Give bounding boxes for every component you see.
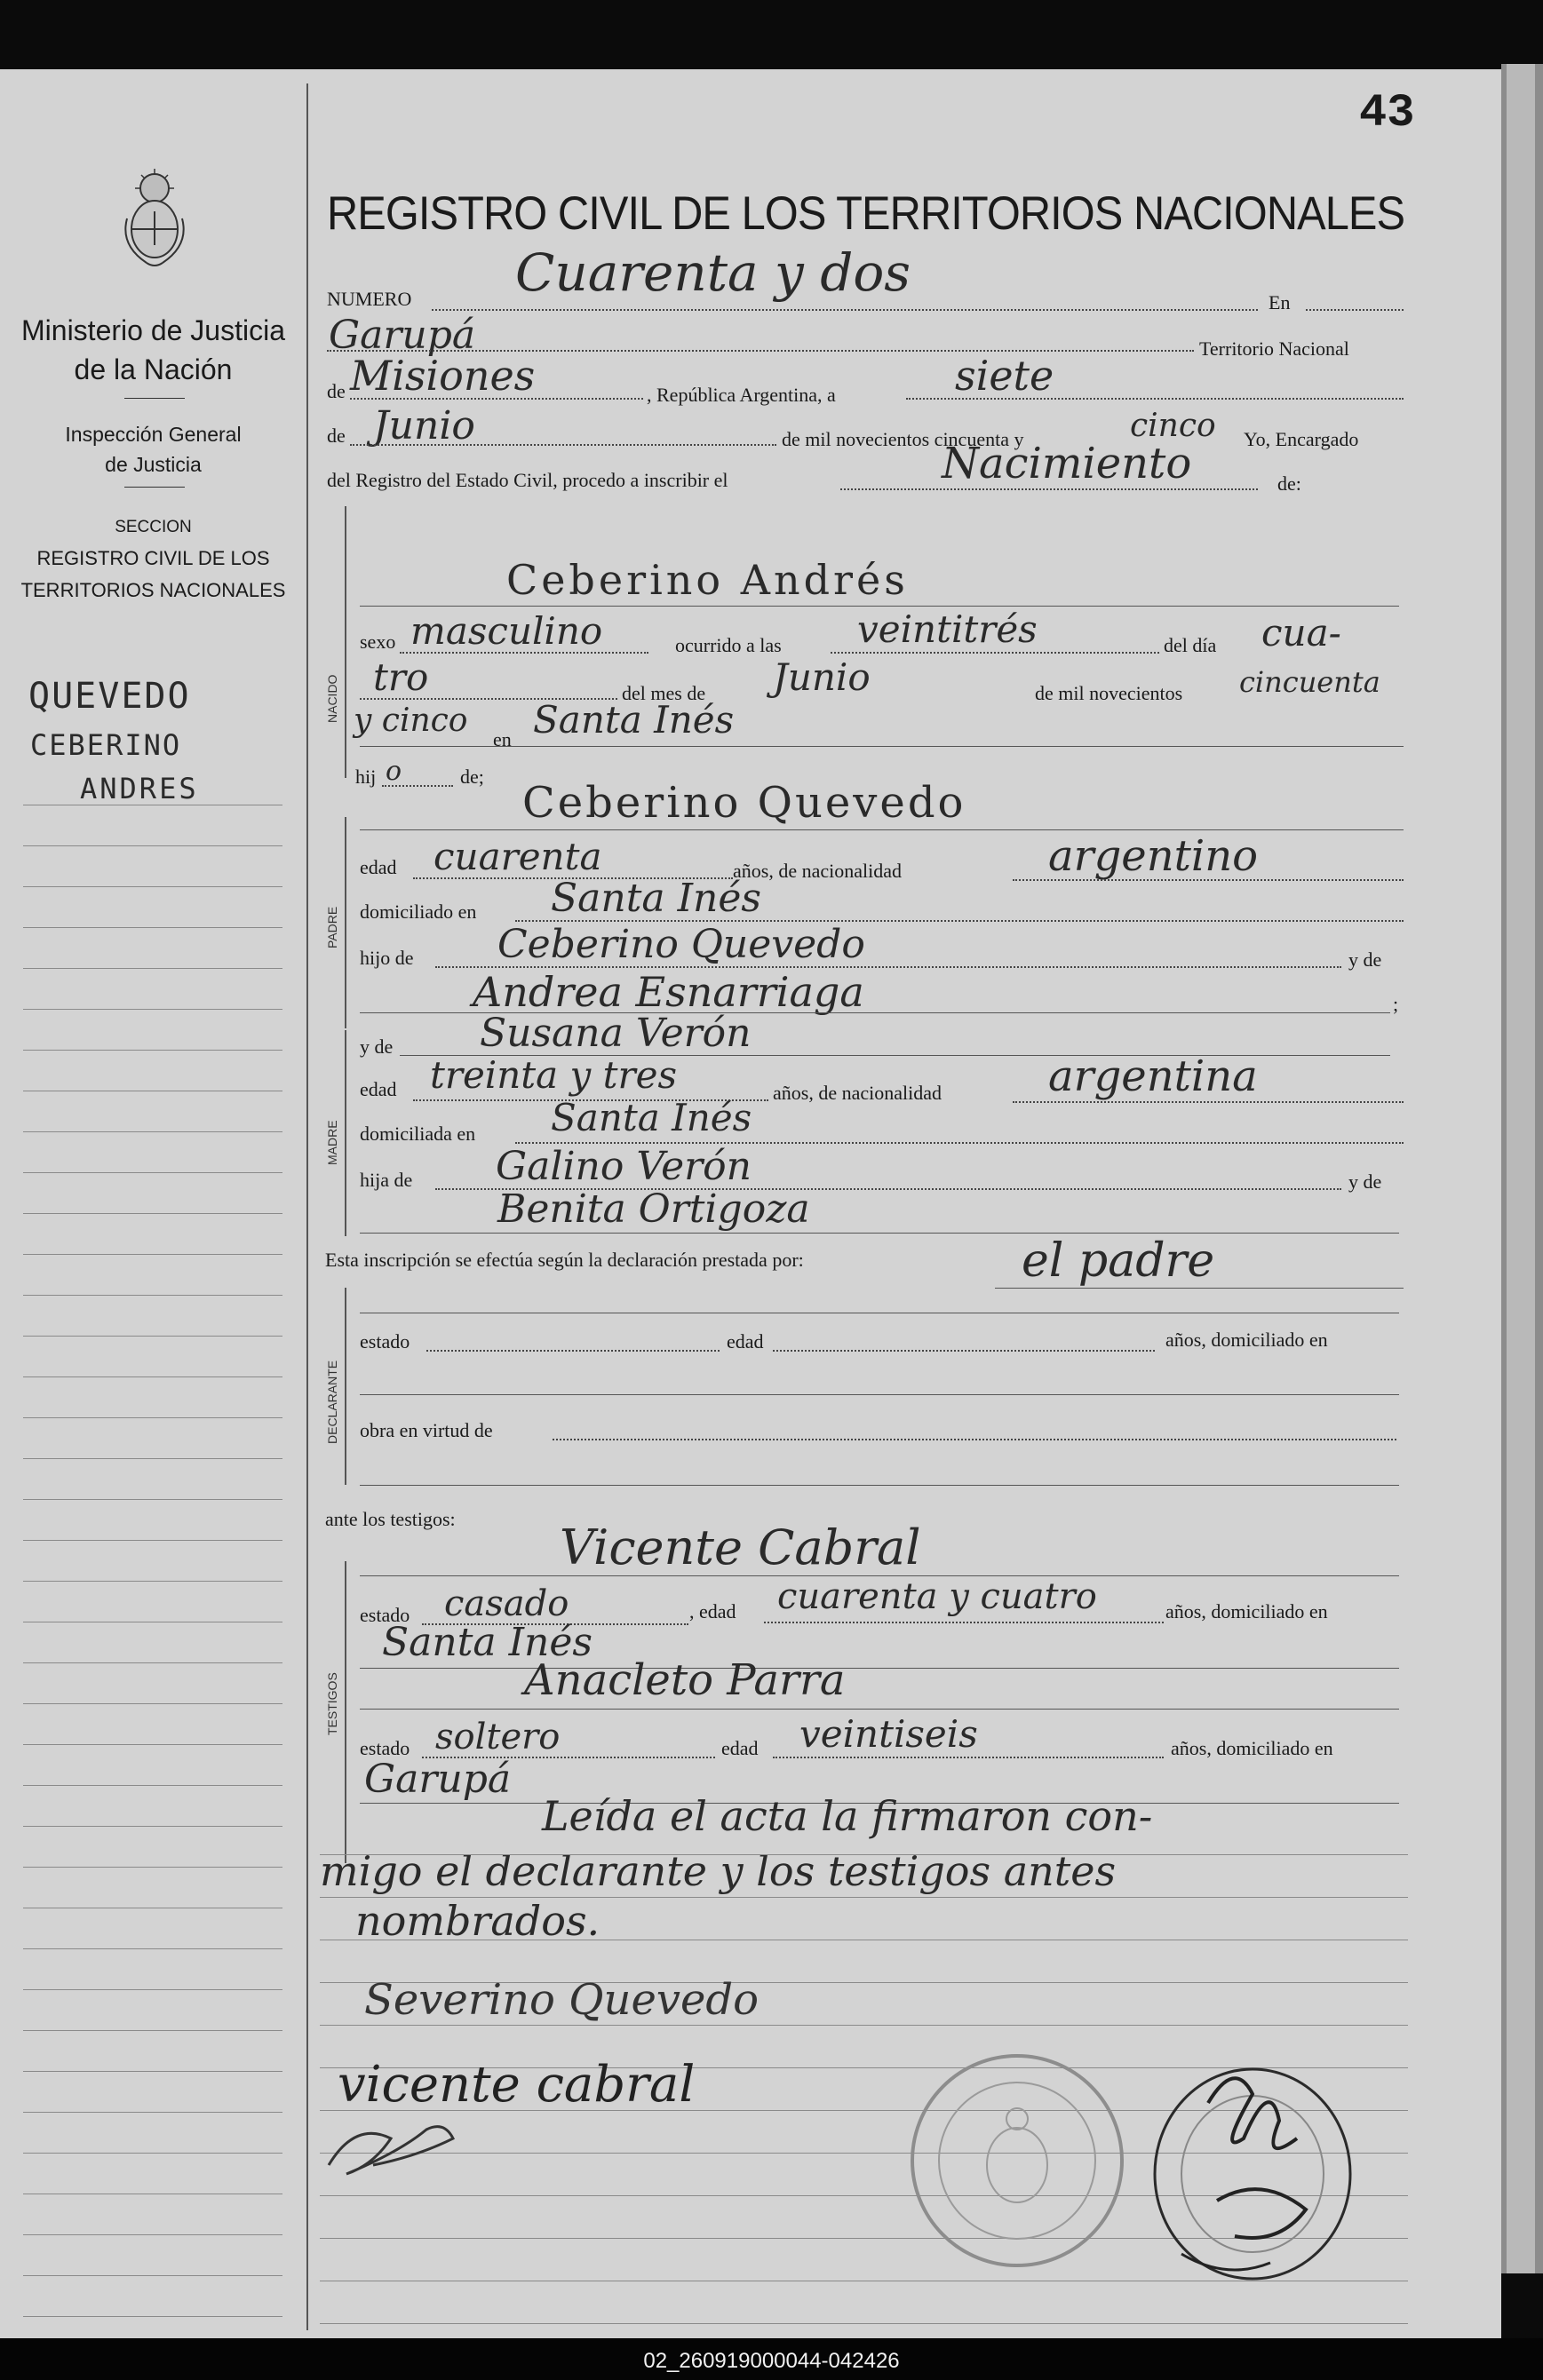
del-mes-label: del mes de [622,682,706,704]
declaration-label: Esta inscripción se efectúa según la declaración prestada por: [325,1249,804,1271]
left-ruled-line [23,1744,282,1745]
left-ruled-line [23,2275,282,2276]
left-ruled-line [23,2030,282,2031]
left-separator [124,398,185,399]
left-ruled-line [23,1009,282,1010]
signature-ruled-line [320,1854,1408,1855]
madre-name: Susana Verón [480,1011,752,1056]
witness2-name: Anacleto Parra [524,1655,846,1705]
sexo-label: sexo [360,631,396,653]
witness1-estado-label: estado [360,1604,410,1626]
left-ruled-line [23,1172,282,1173]
month-line [350,444,776,446]
sexo-line [400,652,648,654]
de-label: de [327,380,346,402]
left-ruled-line [23,1376,282,1377]
territorio-label: Territorio Nacional [1199,337,1349,360]
left-ruled-line [23,1540,282,1541]
hijo-suffix: o [386,756,402,787]
month-value: Junio [373,403,475,448]
madre-dom-label: domiciliada en [360,1123,476,1145]
place-value: Garupá [329,313,476,358]
madre-mother-line [360,1233,1399,1234]
left-ruled-line [23,1785,282,1786]
ministry-line1: Ministerio de Justicia [21,314,285,346]
testigos-bracket [345,1561,346,1863]
left-ruled-line [23,1662,282,1663]
en-label-2: en [493,728,512,750]
nacido-name-line [360,606,1399,607]
lugar-value: Santa Inés [533,698,735,742]
left-ruled-line [23,1213,282,1214]
column-divider [306,83,308,2330]
left-ruled-line [23,1826,282,1827]
padre-bracket [345,817,346,1028]
file-id: 02_260919000044-042426 [643,2349,900,2373]
witness1-anios-label: años, domiciliado en [1165,1600,1328,1622]
declarante-obra-line [553,1439,1396,1440]
left-ruled-line [23,1254,282,1255]
left-separator [124,487,185,488]
madre-bracket [345,1030,346,1236]
left-ruled-line [23,2112,282,2113]
signature-ruled-line [320,1897,1408,1898]
territory-line [350,398,643,400]
padre-y-de-label: y de [1348,948,1382,971]
witness2-name-line [360,1709,1399,1710]
sexo-value: masculino [410,609,603,653]
padre-tag: PADRE [325,906,339,948]
left-ruled-line [23,845,282,846]
declarante-end-line [360,1485,1399,1486]
act-value: Nacimiento [942,439,1192,488]
numero-line [432,309,1258,311]
padre-semicolon: ; [1393,993,1399,1015]
left-ruled-line [23,968,282,969]
margin-note-line3: ANDRES [80,772,199,805]
madre-dom-value: Santa Inés [551,1096,752,1139]
madre-nac-label: años, de nacionalidad [773,1082,942,1104]
left-ruled-line [23,1295,282,1296]
witness2-edad-line [773,1757,1164,1758]
registro-label: del Registro del Estado Civil, procedo a inscribir el [327,469,728,491]
padre-nac-value: argentino [1048,831,1259,881]
left-ruled-line [23,1867,282,1868]
testigos-tag: TESTIGOS [325,1672,339,1735]
anio-value: cincuenta [1239,665,1380,699]
declarante-obra-label: obra en virtud de [360,1419,493,1441]
padre-nac-line [1013,879,1404,881]
madre-mother-value: Benita Ortigoza [497,1186,810,1232]
declarante-anios-label: años, domiciliado en [1165,1329,1328,1351]
madre-y-de-label: y de [360,1035,394,1058]
margin-note-line1: QUEVEDO [28,676,191,717]
day-value: siete [955,352,1054,400]
de-label-4: de; [460,766,484,788]
section-line2: TERRITORIOS NACIONALES [20,579,286,601]
declarante-tag: DECLARANTE [325,1360,339,1444]
footer-bar [0,2338,1543,2380]
padre-name-line [360,829,1404,830]
mes-value: Junio [773,655,871,699]
act-line [840,488,1258,490]
declarante-dom-line [360,1394,1399,1395]
madre-edad-label: edad [360,1078,397,1100]
witness2-edad-label: edad [721,1737,759,1759]
left-ruled-line [23,2071,282,2072]
padre-dom-label: domiciliado en [360,900,477,923]
republica-label: , República Argentina, a [647,384,836,406]
lugar-line [360,746,1404,747]
nacido-tag: NACIDO [325,674,339,723]
closing-line2: migo el declarante y los testigos antes [320,1847,1117,1895]
left-ruled-line [23,1458,282,1459]
numero-label: NUMERO [327,288,412,310]
territory-value: Misiones [350,352,536,400]
mil-label: de mil novecientos cincuenta y [782,428,1024,450]
dia-value: cua- [1261,611,1341,654]
signature-ruled-line [320,2323,1408,2324]
nacido-bracket [345,506,346,778]
day-line [906,398,1404,400]
left-ruled-line [23,1948,282,1949]
declarante-estado-line [426,1350,720,1352]
signature-1: Severino Quevedo [364,1975,759,2025]
closing-line1: Leída el acta la firmaron con- [542,1792,1153,1840]
declarante-estado-label: estado [360,1330,410,1353]
witness1-edad-label: , edad [689,1600,736,1622]
yo-label: Yo, Encargado [1244,428,1359,450]
padre-nac-label: años, de nacionalidad [733,860,902,882]
madre-hija-de-label: hija de [360,1169,413,1191]
declaration-value: el padre [1022,1234,1215,1288]
witness2-dom-value: Garupá [364,1757,512,1802]
left-ruled-line [23,1417,282,1418]
witness1-dom-value: Santa Inés [382,1620,593,1665]
document-title: REGISTRO CIVIL DE LOS TERRITORIOS NACIONALES [327,187,1405,240]
year-value: cinco [1130,408,1216,444]
madre-edad-value: treinta y tres [430,1053,678,1097]
closing-line3: nombrados. [355,1897,600,1945]
coat-of-arms-icon [111,165,198,272]
witness1-edad-line [764,1622,1164,1623]
inspection-line1: Inspección General [65,423,242,446]
document-page [0,69,1501,2338]
left-ruled-line [23,1050,282,1051]
left-ruled-line [23,2153,282,2154]
dia-value-2: tro [373,655,429,699]
de-label-3: de: [1277,472,1301,495]
declaration-line [995,1288,1404,1289]
numero-value: Cuarenta y dos [515,242,911,303]
margin-note-line2: CEBERINO [30,728,182,762]
left-ruled-line [23,927,282,928]
signature-2: vicente cabral [338,2056,696,2114]
official-stamp-icon [897,2041,1137,2281]
ministry-line2: de la Nación [74,353,233,385]
madre-y-de-label-2: y de [1348,1170,1382,1193]
padre-dom-value: Santa Inés [551,876,761,921]
witness2-anios-label: años, domiciliado en [1171,1737,1333,1759]
padre-edad-label: edad [360,856,397,878]
hijo-label: hij [355,766,377,788]
book-spine-edge [1501,64,1543,2273]
padre-hijo-de-label: hijo de [360,947,414,969]
witness2-edad-value: veintiseis [799,1712,978,1756]
left-ruled-line [23,1336,282,1337]
hora-value: veintitrés [857,607,1038,651]
left-ruled-line [23,1499,282,1500]
nacido-name: Ceberino Andrés [506,556,909,604]
padre-edad-value: cuarenta [433,835,602,878]
anio-value-2: y cinco [354,702,468,739]
madre-nac-value: argentina [1048,1051,1258,1101]
en-label: En [1269,291,1291,313]
left-ruled-line [23,886,282,887]
witness1-dom-line [360,1668,1399,1669]
madre-tag: MADRE [325,1120,339,1165]
hora-line [831,652,1159,654]
section-line1: REGISTRO CIVIL DE LOS [36,547,270,569]
testigos-label: ante los testigos: [325,1508,456,1530]
declarante-edad-line [773,1350,1155,1352]
hijo-line [382,785,453,787]
left-ruled-line [23,1581,282,1582]
left-ruled-line [23,1989,282,1990]
declarante-bracket [345,1288,346,1485]
left-ruled-line [23,2234,282,2235]
padre-father-value: Ceberino Quevedo [497,922,865,967]
witness2-estado-value: soltero [435,1717,561,1757]
de-label-2: de [327,424,346,447]
del-dia-label: del día [1164,634,1217,656]
mil-label-2: de mil novecientos [1035,682,1183,704]
signature-3-scribble [320,2103,497,2183]
witness1-edad-value: cuarenta y cuatro [777,1576,1097,1617]
witness2-estado-label: estado [360,1737,410,1759]
witness1-estado-value: casado [444,1583,569,1624]
madre-father-value: Galino Verón [496,1144,752,1189]
left-ruled-line [23,1703,282,1704]
madre-nac-line [1013,1101,1404,1103]
witness1-name: Vicente Cabral [560,1519,921,1575]
en-line [1306,309,1404,311]
inspection-line2: de Justicia [105,453,202,476]
section-label: SECCION [115,518,192,536]
padre-name: Ceberino Quevedo [522,778,966,828]
padre-mother-value: Andrea Esnarriaga [473,968,864,1016]
left-ruled-line [23,1131,282,1132]
left-ruled-line [23,2316,282,2317]
page-number: 43 [1359,87,1415,139]
declarante-edad-label: edad [727,1330,764,1353]
ocurrido-label: ocurrido a las [675,634,782,656]
registrar-seal-signature [1128,2023,1368,2289]
